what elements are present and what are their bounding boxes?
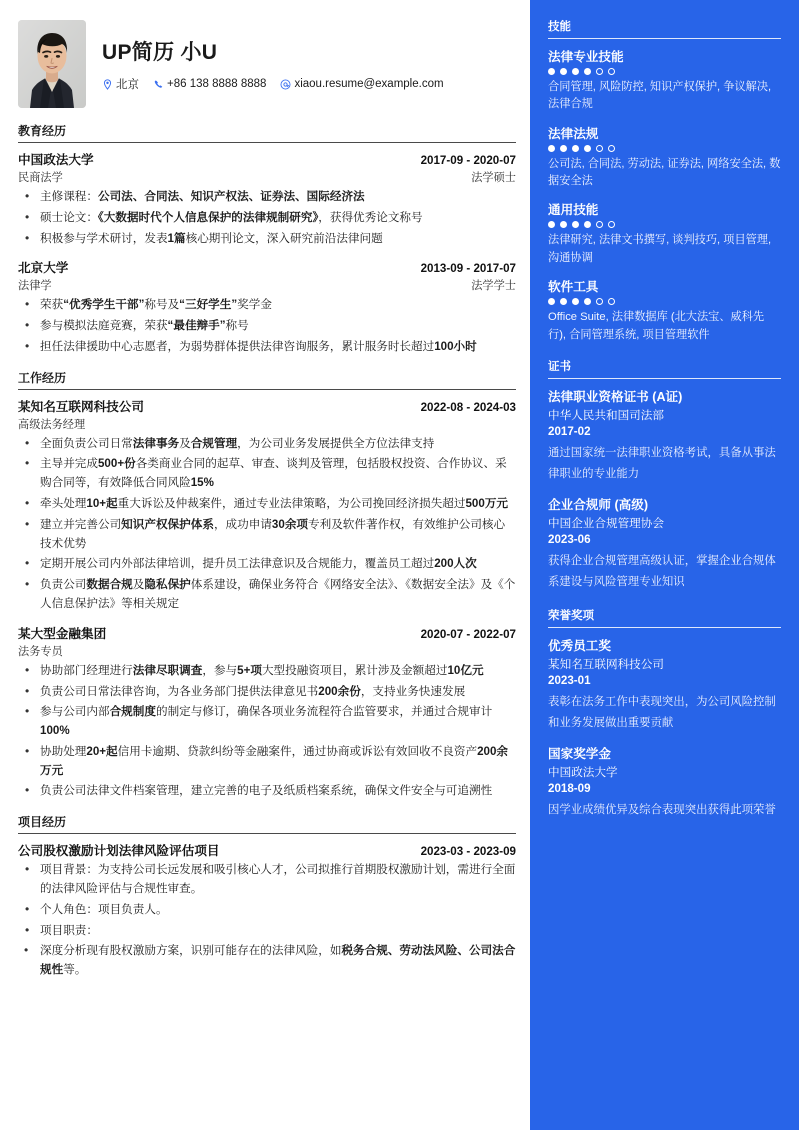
skill-rating-dot	[596, 298, 603, 305]
list-item: • 项目背景：为支持公司长远发展和吸引核心人才，公司拟推行首期股权激励计划，需进行全面的法律风险评估与合规性审查。	[18, 861, 516, 899]
contact-email	[280, 78, 443, 90]
list-item: • 主修课程：公司法、合同法、知识产权法、证券法、国际经济法	[18, 188, 516, 207]
list-item: • 个人角色：项目负责人。	[18, 901, 516, 920]
skill-name: 法律法规	[548, 126, 599, 141]
awards-list	[548, 635, 781, 821]
skill-rating-dot	[548, 221, 555, 228]
skill-rating	[548, 145, 781, 152]
entry-role: 法务专员	[18, 645, 63, 658]
skill-rating-dot	[560, 145, 567, 152]
skill-rating-dot	[560, 68, 567, 75]
credential-description: 通过国家统一法律职业资格考试，具备从事法律职业的专业能力	[548, 446, 776, 480]
skill-rating-dot	[548, 145, 555, 152]
list-item: • 主导并完成500+份各类商业合同的起草、审查、谈判及管理，包括股权投资、合作协议、采购合同等，有效降低合同风险15%	[18, 455, 516, 493]
skill-rating-dot	[596, 221, 603, 228]
skill-rating-dot	[584, 68, 591, 75]
contact-phone	[153, 78, 266, 90]
entry-date: 2020-07 - 2022-07	[420, 627, 516, 641]
list-item: • 协助处理20+起信用卡逾期、贷款纠纷等金融案件，通过协商或诉讼有效回收不良资产200余万元	[18, 743, 516, 781]
credential-issuer: 中华人民共和国司法部	[548, 408, 664, 422]
entry-bullets	[18, 861, 516, 940]
skill-rating-dot	[548, 298, 555, 305]
list-item: • 建立并完善公司知识产权保护体系，成功申请30余项专利及软件著作权，有效维护公司核心技术优势	[18, 516, 516, 554]
entry-bullets	[18, 662, 516, 801]
entry-date: 2022-08 - 2024-03	[420, 400, 516, 414]
list-item: • 积极参与学术研讨，发表1篇核心期刊论文，深入研究前沿法律问题	[18, 230, 516, 249]
email-at-icon	[280, 79, 291, 90]
location-pin-icon	[102, 79, 113, 90]
entry-headline	[18, 623, 516, 642]
entry-subline	[18, 277, 516, 293]
entry-org: 某知名互联网科技公司	[18, 399, 144, 414]
skill-rating-dot	[608, 145, 615, 152]
skill-rating-dot	[596, 68, 603, 75]
entry-bullets	[18, 435, 516, 614]
list-item: • 负责公司日常法律咨询，为各业务部门提供法律意见书200余份，支持业务快速发展	[18, 683, 516, 702]
list-item: • 协助部门经理进行法律尽职调查，参与5+项大型投融资项目，累计涉及金额超过10亿元	[18, 662, 516, 681]
skill-rating-dot	[608, 298, 615, 305]
entry-major: 民商法学	[18, 172, 63, 184]
section-education	[18, 122, 516, 357]
skill-item	[548, 46, 781, 114]
sidebar-title-awards: 荣誉奖项	[548, 607, 781, 628]
credential-issuer: 某知名互联网科技公司	[548, 657, 664, 671]
list-item: • 项目职责：	[18, 922, 516, 941]
credential-date: 2018-09	[548, 781, 591, 795]
list-item: • 负责公司法律文件档案管理，建立完善的电子及纸质档案系统，确保文件安全与可追溯性	[18, 782, 516, 801]
credential-name: 优秀员工奖	[548, 638, 611, 653]
entry-org: 公司股权激励计划法律风险评估项目	[18, 844, 220, 859]
work-entry	[18, 623, 516, 801]
entry-date: 2023-03 - 2023-09	[420, 845, 516, 859]
phone-icon	[153, 79, 164, 90]
page-title: UP简历 小U	[102, 41, 218, 64]
entry-bullets	[18, 188, 516, 248]
list-item: • 深度分析现有股权激励方案，识别可能存在的法律风险，如税务合规、劳动法风险、公司法合规性等。	[18, 942, 516, 980]
skill-rating-dot	[572, 68, 579, 75]
list-item: • 牵头处理10+起重大诉讼及仲裁案件，通过专业法律策略，为公司挽回经济损失超过500万元	[18, 495, 516, 514]
sidebar-section-certificates	[548, 358, 781, 593]
skill-description: 法律研究, 法律文书撰写, 谈判技巧, 项目管理, 沟通协调	[548, 234, 772, 264]
credential-description: 表彰在法务工作中表现突出，为公司风险控制和业务发展做出重要贡献	[548, 695, 776, 729]
skill-rating-dot	[572, 145, 579, 152]
credential-date: 2017-02	[548, 424, 591, 438]
entry-degree: 法学学士	[471, 280, 516, 293]
skill-rating-dot	[560, 298, 567, 305]
list-item: • 荣获“优秀学生干部”称号及“三好学生”奖学金	[18, 296, 516, 315]
skill-rating-dot	[584, 221, 591, 228]
profile-header	[18, 20, 516, 108]
skill-rating	[548, 298, 781, 305]
contact-location-value: 北京	[116, 79, 139, 91]
credential-issuer: 中国政法大学	[548, 765, 618, 779]
entry-org: 中国政法大学	[18, 153, 94, 167]
section-project	[18, 813, 516, 980]
skill-rating-dot	[596, 145, 603, 152]
credential-name: 国家奖学金	[548, 746, 611, 761]
entry-major: 法律学	[18, 280, 52, 293]
credential-item	[548, 635, 781, 734]
skill-description: 公司法, 合同法, 劳动法, 证券法, 网络安全法, 数据安全法	[548, 157, 781, 188]
skill-description: Office Suite, 法律数据库 (北大法宝、威科先行), 合同管理系统, 项目管理软件	[548, 311, 765, 341]
credential-item	[548, 743, 781, 821]
sidebar-section-awards	[548, 607, 781, 821]
skill-name: 通用技能	[548, 203, 599, 218]
entry-subline	[18, 169, 516, 185]
entry-date: 2017-09 - 2020-07	[420, 154, 516, 167]
sidebar-section-skills	[548, 18, 781, 344]
sidebar-title-skills: 技能	[548, 18, 781, 39]
entry-subbullets	[18, 942, 516, 980]
entry-degree: 法学硕士	[471, 172, 516, 184]
skill-rating-dot	[572, 298, 579, 305]
contact-location	[102, 76, 139, 92]
education-entry	[18, 257, 516, 356]
sidebar	[530, 0, 799, 1130]
skill-item	[548, 123, 781, 191]
skill-item	[548, 276, 781, 344]
skill-item	[548, 199, 781, 267]
list-item: • 担任法律援助中心志愿者，为弱势群体提供法律咨询服务，累计服务时长超过100小时	[18, 338, 516, 357]
section-title-work: 工作经历	[18, 369, 516, 390]
contact-email-value: xiaou.resume@example.com	[294, 78, 444, 90]
list-item: • 负责公司数据合规及隐私保护体系建设，确保业务符合《网络安全法》、《数据安全法》及《个人信息保护法》等相关规定	[18, 576, 516, 614]
list-item: • 参与模拟法庭竞赛，荣获“最佳辩手”称号	[18, 317, 516, 336]
skills-list	[548, 46, 781, 344]
credential-name: 企业合规师 (高级)	[548, 497, 649, 512]
entry-org: 某大型金融集团	[18, 626, 107, 641]
skill-name: 软件工具	[548, 280, 599, 295]
skill-rating-dot	[572, 221, 579, 228]
credential-date: 2023-01	[548, 673, 591, 687]
skill-rating-dot	[548, 68, 555, 75]
entry-headline	[18, 396, 516, 415]
entry-subline	[18, 643, 516, 659]
entry-date: 2013-09 - 2017-07	[420, 262, 516, 276]
skill-rating	[548, 221, 781, 228]
education-entry	[18, 149, 516, 248]
entry-role: 高级法务经理	[18, 418, 86, 431]
credential-name: 法律职业资格证书 (A证)	[548, 389, 683, 404]
skill-rating	[548, 68, 781, 75]
skill-rating-dot	[608, 221, 615, 228]
entry-headline	[18, 840, 516, 859]
entry-headline	[18, 257, 516, 276]
skill-description: 合同管理, 风险防控, 知识产权保护, 争议解决, 法律合规	[548, 81, 772, 111]
credential-date: 2023-06	[548, 532, 591, 546]
skill-rating-dot	[584, 145, 591, 152]
list-item: • 定期开展公司内外部法律培训，提升员工法律意识及合规能力，覆盖员工超过200人次	[18, 555, 516, 574]
list-item: • 硕士论文：《大数据时代个人信息保护的法律规制研究》，获得优秀论文称号	[18, 209, 516, 228]
list-item: • 参与公司内部合规制度的制定与修订，确保各项业务流程符合监管要求，并通过合规审计100%	[18, 703, 516, 741]
credential-item	[548, 494, 781, 593]
skill-rating-dot	[608, 68, 615, 75]
entry-org: 北京大学	[18, 261, 69, 276]
profile-text	[102, 20, 454, 92]
section-title-project: 项目经历	[18, 813, 516, 834]
skill-rating-dot	[584, 298, 591, 305]
section-work	[18, 369, 516, 802]
project-entry	[18, 840, 516, 980]
contact-list	[102, 76, 454, 92]
entry-bullets	[18, 296, 516, 356]
entry-subline	[18, 416, 516, 432]
credential-issuer: 中国企业合规管理协会	[548, 516, 664, 530]
credential-description: 获得企业合规管理高级认证，掌握企业合规体系建设与风险管理专业知识	[548, 554, 776, 588]
skill-name: 法律专业技能	[548, 50, 624, 64]
credential-description: 因学业成绩优异及综合表现突出获得此项荣誉	[548, 803, 776, 816]
avatar	[18, 20, 86, 108]
skill-rating-dot	[560, 221, 567, 228]
credential-item	[548, 386, 781, 485]
contact-phone-value: +86 138 8888 8888	[167, 78, 267, 90]
section-title-education: 教育经历	[18, 122, 516, 143]
work-entry	[18, 396, 516, 614]
certificates-list	[548, 386, 781, 593]
sidebar-title-certificates: 证书	[548, 358, 781, 379]
entry-headline	[18, 149, 516, 168]
list-item: • 全面负责公司日常法律事务及合规管理，为公司业务发展提供全方位法律支持	[18, 435, 516, 454]
